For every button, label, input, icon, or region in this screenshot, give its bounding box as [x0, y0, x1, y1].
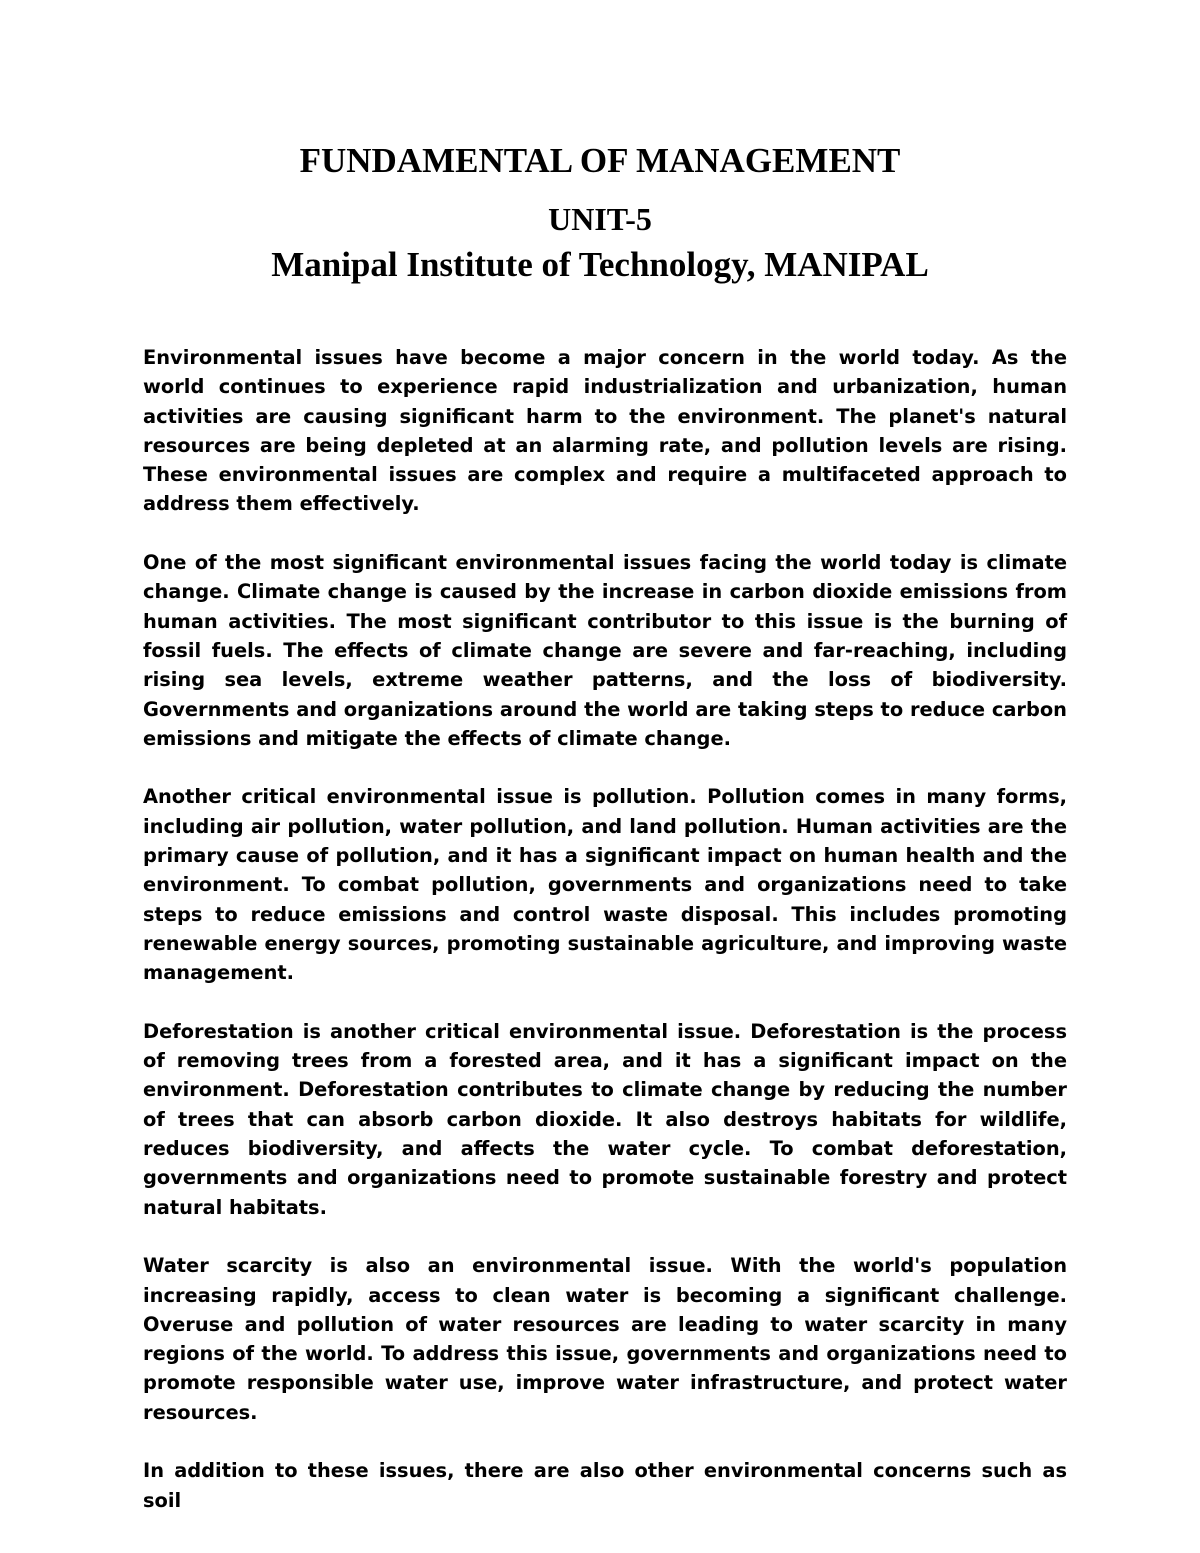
paragraph-intro: Environmental issues have become a major concern in the world today. As the world continues to experience rapid industrialization and urbanization, human activities are causing significant harm to the environment. The planet's natural resources are being depleted at an alarming rate, and pollution levels are rising. These environmental issues are complex and require a multifaceted approach to address them effectively. [143, 346, 1067, 516]
paragraph-pollution: Another critical environmental issue is pollution. Pollution comes in many forms, including air pollution, water pollution, and land pollution. Human activities are the primary cause of pollution, and it has a significant impact on human health and the environment. To combat pollution, governments and organizations need to take steps to reduce emissions and control waste disposal. This includes promoting renewable energy sources, promoting sustainable agriculture, and improving waste management. [143, 785, 1067, 985]
document-body [143, 343, 1067, 1544]
document-title: FUNDAMENTAL OF MANAGEMENT [299, 141, 901, 180]
institute-heading: Manipal Institute of Technology, MANIPAL [271, 245, 929, 284]
paragraph-other-concerns: In addition to these issues, there are also other environmental concerns such as soil [143, 1459, 1067, 1512]
paragraph-climate-change: One of the most significant environmental issues facing the world today is climate change. Climate change is caused by the increase in carbon dioxide emissions from human activities. The most significant contributor to this issue is the burning of fossil fuels. The effects of climate change are severe and far-reaching, including rising sea levels, extreme weather patterns, and the loss of biodiversity. Governments and organizations around the world are taking steps to reduce carbon emissions and mitigate the effects of climate change. [143, 551, 1067, 750]
paragraph-water-scarcity: Water scarcity is also an environmental issue. With the world's population increasing rapidly, access to clean water is becoming a significant challenge. Overuse and pollution of water resources are leading to water scarcity in many regions of the world. To address this issue, governments and organizations need to promote responsible water use, improve water infrastructure, and protect water resources. [143, 1254, 1067, 1424]
unit-heading: UNIT-5 [548, 201, 652, 237]
paragraph-deforestation: Deforestation is another critical environmental issue. Deforestation is the process of removing trees from a forested area, and it has a significant impact on the environment. Deforestation contributes to climate change by reducing the number of trees that can absorb carbon dioxide. It also destroys habitats for wildlife, reduces biodiversity, and affects the water cycle. To combat deforestation, governments and organizations need to promote sustainable forestry and protect natural habitats. [143, 1019, 1067, 1219]
